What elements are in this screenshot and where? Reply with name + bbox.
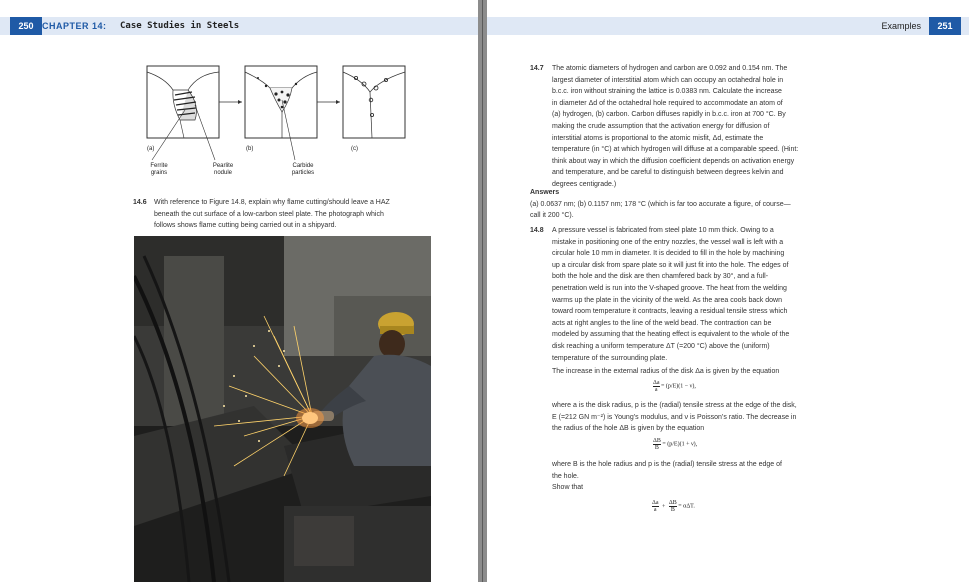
- flame-cutting-photograph: [134, 236, 431, 582]
- question-14-7: [530, 63, 827, 191]
- equation-disk: $\frac{\Delta a}{a}$ = (p/E)(1 − ν),: [653, 380, 696, 393]
- equation-show-that: $\frac{\Delta a}{a}$ + $\frac{\Delta B}{B}$ = αΔT.: [652, 500, 695, 513]
- paragraph-hole: where B is the hole radius and p is the (radial) tensile stress at the edge of the hole. Show that: [552, 461, 782, 492]
- microstructure-figure: [140, 60, 410, 180]
- panel-a-label: (a): [147, 146, 155, 152]
- gutter-line: [482, 0, 483, 582]
- answers-heading: Answers: [530, 189, 560, 196]
- equation-hole: $\frac{\Delta B}{B}$ = (p/E)(1 + ν),: [653, 438, 698, 451]
- panel-c-label: (c): [351, 146, 358, 152]
- paragraph-disk-radius: The increase in the external radius of the disk Δa is given by the equation: [552, 368, 780, 375]
- question-text: The atomic diameters of hydrogen and carbon are 0.092 and 0.154 nm. The largest diameter of interstitial atom which can occupy an octahedral hole in b.c.c. iron without straining the lattice is 0.0383 nm. Calculate the increase in diameter Δd of the octahedral hole required to accommodate an atom of (a) hydrogen, (b) carbon. Carbon diffuses rapidly in b.c.c. iron at 700 °C. By making the crude assumption that the activation energy for diffusion of interstitial atoms is proportional to the atomic misfit, Δd, estimate the temperature (in °C) at which hydrogen will diffuse at a comparable speed. (Hint: think about way in which the diffusion coefficient depends on activation energy and temperature, and be careful to distinguish between degrees kelvin and degrees centigrade.): [552, 65, 799, 188]
- question-number: 14.6: [133, 199, 147, 206]
- question-text: A pressure vessel is fabricated from steel plate 10 mm thick. Owing to a mistake in positioning one of the entry nozzles, the vessel wall is left with a circular hole 10 mm in diameter. It is decided to fill in the hole by machining up a circular disk from spare plate so it will just fit into the hole. The edges of both the hole and the disk are then chamfered back by 30°, and a full- penetration weld is run into the V-shaped groove. The heat from the welding warms up the plate in the vicinity of the weld. As the area cools back down toward room temperature it contracts, leaving a residual tensile stress which acts at right angles to the line of the weld bead. The contraction can be modeled by assuming that the heating effect is equivalent to the whole of the disk reaching a uniform temperature ΔT (=200 °C) above the (uniform) temperature of the surrounding plate.: [552, 227, 790, 362]
- callout-ferrite-grains: Ferrite grains: [150, 163, 168, 176]
- paragraph-definitions: where a is the disk radius, p is the (radial) tensile stress at the edge of the disk, E (=212 GN m⁻²) is Young’s modulus, and ν is Poisson’s ratio. The decrease in the radius of the hole ΔB is given by the equation: [552, 402, 797, 433]
- right-page-number: 251: [929, 17, 961, 35]
- panel-b-label: (b): [246, 146, 254, 152]
- question-text: With reference to Figure 14.8, explain why flame cutting/should leave a HAZ beneath the cut surface of a low-carbon steel plate. The photograph which follows shows flame cutting being carried out in a shipyard.: [154, 199, 390, 230]
- left-page-number: 250: [10, 17, 42, 35]
- right-running-header: [487, 17, 969, 35]
- answers-text: (a) 0.0637 nm; (b) 0.1157 nm; 178 °C (which is far too accurate a figure, of course— call it 200 °C).: [530, 200, 791, 220]
- question-14-8: [530, 225, 833, 364]
- callout-carbide-particles: Carbide particles: [291, 163, 315, 176]
- right-page: [487, 0, 969, 582]
- chapter-title: Case Studies in Steels: [120, 21, 240, 31]
- answers-block: [530, 187, 833, 222]
- left-page: [0, 0, 478, 582]
- question-14-6: [133, 197, 433, 232]
- question-number: 14.7: [530, 65, 544, 72]
- question-number: 14.8: [530, 227, 544, 234]
- left-running-header: [0, 17, 478, 35]
- callout-pearlite-nodule: Pearlite nodule: [212, 163, 234, 176]
- chapter-label: CHAPTER 14:: [42, 21, 107, 31]
- section-title: Examples: [881, 21, 921, 31]
